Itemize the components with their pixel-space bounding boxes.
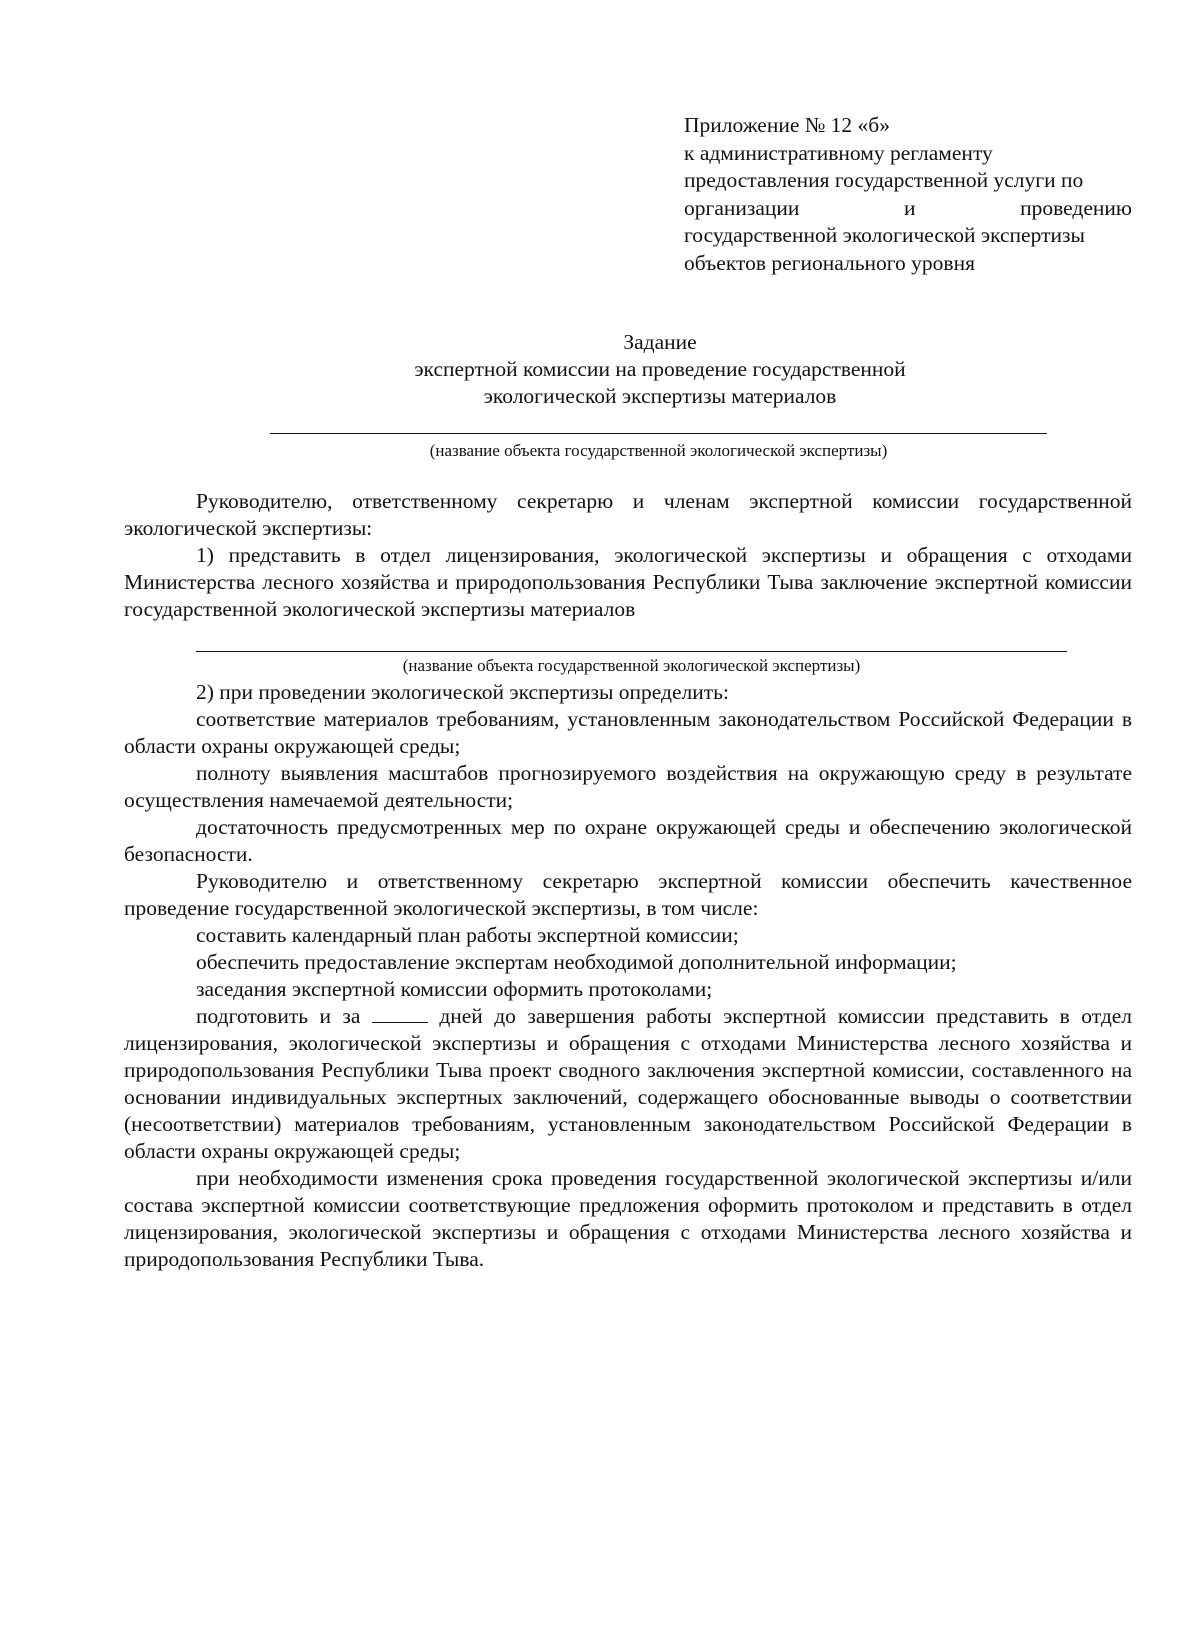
body-section-2 <box>124 679 1132 1273</box>
paragraph: составить календарный план работы экспертной комиссии; <box>196 923 739 947</box>
paragraph: достаточность предусмотренных мер по охране окружающей среды и обеспечению экологической безопасности. <box>124 815 1132 866</box>
appendix-word: организации <box>684 195 800 220</box>
paragraph: при необходимости изменения срока проведения государственной экологической экспертизы и/или состава экспертной комиссии соответствующие предложения оформить протоколом и представить в отдел лицензирования, экологической экспертизы и обращения с отходами Министерства лесного хозяйства и природопользования Республики Тыва. <box>124 1166 1132 1271</box>
appendix-line: государственной экологической экспертизы <box>684 223 1085 247</box>
title-line: экспертной комиссии на проведение государственной <box>414 357 906 381</box>
blank-line <box>196 651 1067 652</box>
appendix-word: и <box>904 195 916 220</box>
title-line: Задание <box>623 330 697 354</box>
paragraph: Руководителю, ответственному секретарю и членам экспертной комиссии государственной экологической экспертизы: <box>124 489 1132 540</box>
appendix-line: объектов регионального уровня <box>684 250 975 275</box>
appendix-number: Приложение № 12 «б» <box>684 113 890 137</box>
appendix-line <box>684 195 1132 223</box>
paragraph: 1) представить в отдел лицензирования, экологической экспертизы и обращения с отходами Министерства лесного хозяйства и природопользования Республики Тыва заключение экспертной комиссии государственной экологической экспертизы материалов <box>124 543 1132 621</box>
document-title <box>280 329 1040 410</box>
days-blank <box>372 1006 428 1023</box>
paragraph: обеспечить предоставление экспертам необходимой дополнительной информации; <box>196 950 957 974</box>
blank-line <box>270 433 1047 434</box>
paragraph-rest: дней до завершения работы экспертной комиссии представить в отдел лицензирования, экологической экспертизы и обращения с отходами Министерства лесного хозяйства и природопользования Республики Тыва проект сводного заключения экспертной комиссии, составленного на основании индивидуальных экспертных заключений, содержащего обоснованные выводы о соответствии (несоответствии) материалов требованиям, установленным законодательством Российской Федерации в области охраны окружающей среды; <box>124 1004 1133 1163</box>
paragraph: заседания экспертной комиссии оформить протоколами; <box>196 977 713 1001</box>
field-caption: (название объекта государственной экологической экспертизы) <box>429 441 888 460</box>
paragraph: Руководителю и ответственному секретарю экспертной комиссии обеспечить качественное проведение государственной экологической экспертизы, в том числе: <box>124 869 1132 920</box>
paragraph: 2) при проведении экологической экспертизы определить: <box>196 680 729 704</box>
body-section-1 <box>124 488 1132 623</box>
appendix-header <box>684 112 1132 277</box>
appendix-word: проведению <box>1020 195 1132 220</box>
paragraph <box>124 1003 1132 1165</box>
title-line: экологической экспертизы материалов <box>483 384 837 408</box>
field-caption: (название объекта государственной экологической экспертизы) <box>402 656 861 675</box>
paragraph-start: подготовить и за <box>196 1004 361 1028</box>
appendix-line: предоставления государственной услуги по <box>684 168 1084 192</box>
appendix-line: к административному регламенту <box>684 140 993 165</box>
paragraph: полноту выявления масштабов прогнозируемого воздействия на окружающую среду в результате осуществления намечаемой деятельности; <box>124 761 1132 812</box>
paragraph: соответствие материалов требованиям, установленным законодательством Российской Федерации в области охраны окружающей среды; <box>124 707 1132 758</box>
